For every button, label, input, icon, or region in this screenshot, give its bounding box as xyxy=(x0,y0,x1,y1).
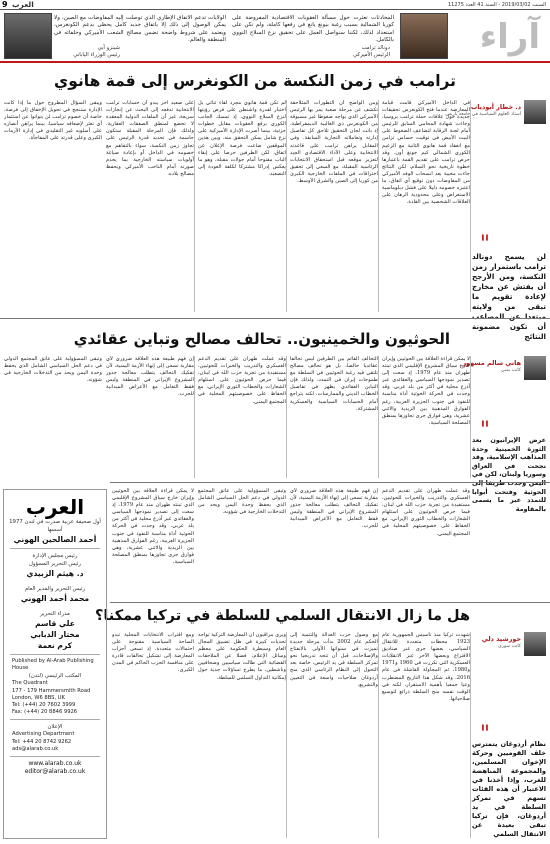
column-divider xyxy=(378,100,379,312)
article-2-column-1: لا يمكن قراءة العلاقة بين الحوثيين وإيران خارج سياق المشروع الإقليمي الذي تبنته طهران منذ عام 1979، إذ سعت إلى تصدير نموذجها السياسي والعقائدي عبر أذرع محلية في أكثر من بلد عربي. وقد وجدت في الحركة الحوثية أداة مناسبة للنفوذ في جنوب الجزيرة العربية، رغم الفوارق المذهبية بين الزيدية والاثني عشرية، وهي فوارق جرى تجاوزها بمنطق المصلحة السياسية. xyxy=(382,356,470,426)
quote-photo-abe xyxy=(4,13,52,59)
imprint-ads-label: الإعلان xyxy=(47,724,63,731)
article-2-headline: الحوثيون والخمينيون.. تحالف مصالح وتباين عقائدي xyxy=(73,330,450,348)
article-3-column-3: ويرى مراقبون أن المعارضة التركية تواجه تحديات كبيرة في ظل تضييق المجال العام وسيطرة الحكومة على معظم وسائل الإعلام، فضلا عن الملاحقات القضائية التي طالت سياسيين وصحافيين وناشطين، ما يطرح تساؤلات جدية حول إمكانية التداول السلمي للسلطة. xyxy=(198,632,286,681)
quote-name-1: شينزو آبي xyxy=(97,45,120,51)
article-2-continued-4: لا يمكن قراءة العلاقة بين الحوثيين وإيران خارج سياق المشروع الإقليمي الذي تبنته طهران منذ عام 1979، إذ سعت إلى تصدير نموذجها السياسي والعقائدي عبر أذرع محلية في أكثر من بلد عربي. وقد وجدت في الحركة الحوثية أداة مناسبة للنفوذ في جنوب الجزيرة العربية، رغم الفوارق المذهبية بين الزيدية والاثني عشرية، وهي فوارق جرى تجاوزها بمنطق المصلحة السياسية. xyxy=(112,488,194,565)
article-2-column-2: التحالف القائم بين الطرفين ليس تحالفا عقائديا خالصا، بل هو تحالف مصالح تلتقي فيه رغبة الحوثيين في السلطة مع طموحات إيران في التمدد، ولذلك فإن التباين العقائدي يظهر في تفاصيل الخطاب الديني والممارسات، لكنه يتراجع أمام الحسابات السياسية والعسكرية المشتركة. xyxy=(290,356,378,412)
imprint-publisher-ar: المكتب الرئيسي (لندن) xyxy=(28,673,82,680)
column-divider xyxy=(470,632,471,838)
article-3-headline: هل ما زال الانتقال السلمي للسلطة في تركيا ممكنا؟ xyxy=(94,608,470,624)
article-separator xyxy=(110,602,550,603)
imprint-editor-label: رئيس التحرير والمدير العام xyxy=(24,586,86,592)
article-2-column-3: وقد عملت طهران على تقديم الدعم العسكري والتدريب والخبرات للحوثيين، مستفيدة من تجربة حزب الله في لبنان، فيما حرص الحوثيون على استلهام الشعارات والخطاب الثوري الإيراني، مع الحفاظ على خصوصيتهم المحلية في المجتمع اليمني. xyxy=(198,356,286,405)
article-1-byline xyxy=(445,100,546,126)
quote-text-1: الولايات تدعم الاتفاق الإطاري الذي توصلت إليه المفاوضات مع الصين، ولا يمكن الوصول إلى ذلك إلا باتفاق جديد كامل يحظى بدعم الكونغرس، ويعتمد على شروط واضحة تضمن مصالح الشعب الأميركي وحلفائه في المنطقة والعالم. xyxy=(54,15,226,44)
column-divider xyxy=(286,632,287,838)
article-1-author-role: أستاذ العلوم السياسية في جامعة باريس xyxy=(445,112,521,117)
page-number: 9 xyxy=(2,0,8,9)
column-divider xyxy=(470,100,471,312)
brand-logo: العرب xyxy=(12,0,34,9)
article-2-quote-mark: " xyxy=(479,418,490,443)
article-3-author-role: كاتب سوري xyxy=(498,644,521,649)
column-divider xyxy=(470,356,471,478)
imprint-divider xyxy=(10,654,100,655)
imprint-manager: علي قاسم xyxy=(35,619,75,628)
quote-role-2: الرئيس الأميركي xyxy=(353,52,390,58)
quote-text-2: المحادثات تعثرت حول مسألة العقوبات الاقتصادية المفروضة على كوريا الشمالية بسبب رغبة بيونغ يانغ في رفعها كاملة، ولم نكن على استعداد لذلك، لكننا سنواصل العمل على تحقيق نزع السلاح النووي بالكامل. xyxy=(232,15,394,44)
article-houthis xyxy=(0,320,550,513)
article-1-pullquote: لن يسمح دونالد ترامب باستمرار زمن النكسة، ومن الأرجح أن يفتش عن مخارج لإعادة تقويم ما تبقى من ولايته مبتعدا عن المصاعب أن تكون مضمونة النتائج xyxy=(472,252,546,341)
imprint-divider xyxy=(10,548,100,549)
article-2-author-role: كاتب يمني xyxy=(501,368,521,373)
article-1-quote-mark: " xyxy=(479,232,490,257)
column-divider xyxy=(286,356,287,478)
article-2-author-name: هاني سالم مسهور xyxy=(462,359,521,367)
article-turkey xyxy=(94,484,550,842)
imprint-box xyxy=(3,489,107,839)
imprint-email-link[interactable]: editor@alarab.co.uk xyxy=(24,768,86,776)
article-1-column-2: ومن الواضح أن التطورات المتلاحقة تكشف عن مرحلة صعبة يمر بها الرئيس الأميركي الذي يواجه ضغوطا غير مسبوقة من الكونغرس ذي الغالبية الديمقراطية، إذ باتت لجان التحقيق تلاحق كل تفاصيل إدارته وتعاملاته التجارية السابقة. وفي المقابل يراهن ترامب على قاعدته الانتخابية وعلى الأداء الاقتصادي الجيد لتعزيز موقعه قبل استحقاق الانتخابات الرئاسية المقبلة، مع السعي إلى تحقيق اختراقات في الملفات الخارجية الكبرى من كوريا إلى الصين والشرق الأوسط. xyxy=(290,100,378,185)
article-3-byline xyxy=(474,632,546,658)
imprint-manager: كرم نعمة xyxy=(37,641,73,650)
imprint-divider xyxy=(10,719,100,720)
article-1-headline: ترامب في زمن النكسة من الكونغرس إلى قمة هانوي xyxy=(54,72,456,90)
article-2-byline xyxy=(462,356,546,382)
article-3-pullquote: نظام أردوغان يتمترس خلف القوميين وحركة الإخوان المسلمين، والمجموعة المناهضة للغرب، وإذا أخذنا في الاعتبار أن هذه الفئات تسهم في تمركز السلطة في يد أردوغان، فإن تركيا تبقى بعيدة عن الانتقال السلمي xyxy=(472,740,546,838)
imprint-ads-mail[interactable]: ads@alarab.co.uk xyxy=(12,745,59,752)
article-3-author-photo xyxy=(524,632,546,656)
quote-photo-trump xyxy=(400,13,448,59)
imprint-chairman-label: رئيس مجلس الإدارة xyxy=(32,553,78,559)
imprint-chairman-sub: رئيس التحرير المسؤول xyxy=(28,561,82,567)
imprint-address-line: 177 - 179 Hammersmith Road xyxy=(12,687,91,694)
imprint-founder: أحمد الصالحين الهوني xyxy=(13,535,97,544)
article-1-column-1: في الداخل الأميركي قامت قيامة المعارضة عندما فتح الكونغرس تحقيقات جديدة حول علاقات حملة ترامب بروسيا، وجاءت شهادة المحامي السابق للرئيس أمام لجنة الرقابة لتضاعف الضغوط على البيت الأبيض في توقيت حساس تزامن مع انعقاد قمة هانوي الثانية مع الزعيم الكوري الشمالي كيم جونغ أون. وقد حرص ترامب على تقديم القمة باعتبارها خطوة تاريخية نحو السلام، لكن النتائج جاءت مخيبة بعد انسحاب الوفد الأميركي من المفاوضات دون توقيع أي اتفاق، ما اعتبره خصومه دليلا على فشل دبلوماسية الاستعراض وعلى محدودية الرهان على العلاقات الشخصية بين القادة. xyxy=(382,100,470,206)
imprint-chairman: د. هيثم الزبيدي xyxy=(26,569,84,578)
article-2-continued-3: وتبقى المسؤولية على عاتق المجتمع الدولي في دعم الحل السياسي الشامل الذي يحفظ وحدة اليمن ويحد من التدخلات الخارجية في شؤونه. xyxy=(198,488,286,516)
imprint-ads-en: Advertising Department xyxy=(12,731,75,738)
top-quotes-band xyxy=(0,11,550,63)
article-2-column-4: إن فهم طبيعة هذه العلاقة ضروري لأي مقاربة تسعى إلى إنهاء الأزمة اليمنية، لأن تفكيك التحالف يتطلب معالجة جذور المشروع الإيراني في المنطقة وليس فقط التعامل مع الأعراض الميدانية للحرب. xyxy=(106,356,194,398)
imprint-managers-label: مدراء التحرير xyxy=(40,611,70,617)
imprint-editor: محمد أحمد الهوني xyxy=(20,594,90,603)
imprint-website-link[interactable]: www.alarab.co.uk xyxy=(28,760,82,768)
masthead xyxy=(0,0,550,10)
column-divider xyxy=(378,356,379,478)
section-title: آراء xyxy=(479,17,540,57)
article-2-author-photo xyxy=(524,356,546,380)
column-divider xyxy=(286,100,287,312)
article-1-column-3: لم تكن قمة هانوي مجرد لقاء ثنائي بل اختبار لقدرة واشنطن على فرض رؤيتها لنزع السلاح النووي، إذ تمسك الجانب الكوري برفع العقوبات مقابل خطوات جزئية، بينما أصرت الإدارة الأميركية على نزع شامل يمكن التحقق منه. وبين هذين الموقفين ضاعت فرصة الإعلان عن اتفاق، لكن الطرفين حرصا على إبقاء الباب مفتوحا أمام جولات مقبلة، وهو ما يعكس إدراكا مشتركا لكلفة العودة إلى التصعيد. xyxy=(198,100,286,177)
imprint-publisher-en: Published by Al-Arab Publishing House xyxy=(12,658,94,672)
article-2-continued-2: إن فهم طبيعة هذه العلاقة ضروري لأي مقاربة تسعى إلى إنهاء الأزمة اليمنية، لأن تفكيك التحالف يتطلب معالجة جذور المشروع الإيراني في المنطقة وليس فقط التعامل مع الأعراض الميدانية للحرب. xyxy=(290,488,378,530)
article-1-column-4: على صعيد آخر يبدو أن حسابات ترامب الانتخابية تدفعه إلى البحث عن إنجازات سريعة، غير أن الملفات الدولية المعقدة لا تخضع لمنطق الصفقات العقارية. ولذلك فإن المرحلة المقبلة ستكون حاسمة في تحديد قدرة الرئيس على تجاوز زمن النكسة، سواء بالتفاهم مع خصومه في الداخل أو بإعادة صياغة أولويات سياسته الخارجية بما يخدم صورته أمام الناخب الأميركي ويحفظ مصالح بلاده. xyxy=(106,100,194,177)
article-3-column-2: مع وصول حزب العدالة والتنمية إلى الحكم عام 2002 بدأت مرحلة جديدة تميزت في سنواتها الأولى بالانفتاح والإصلاحات، قبل أن تتجه تدريجيا نحو تمركز السلطة في يد الرئيس، خاصة بعد التحول إلى النظام الرئاسي الذي منح أردوغان صلاحيات واسعة في التعيين والتشريع. xyxy=(290,632,378,688)
article-3-quote-mark: " xyxy=(479,722,490,747)
imprint-logo: العرب xyxy=(25,495,85,519)
imprint-address-line: London, W6 8BS, UK xyxy=(12,694,65,701)
quote-name-2: دونالد ترامب xyxy=(361,45,390,51)
article-3-column-1: شهدت تركيا منذ تأسيس الجمهورية عام 1923 محطات متعددة للانتقال السياسي، بعضها جرى عبر صناديق الاقتراع وبعضها الآخر عبر الانقلابات العسكرية التي تكررت في 1960 و1971 و1980، ثم المحاولة الفاشلة في عام 2016. وقد شكل هذا التاريخ المضطرب وعيا جمعيا بأهمية الاستقرار، لكنه في الوقت نفسه منح السلطة ذرائع لتوسيع صلاحياتها. xyxy=(382,632,470,702)
column-divider xyxy=(378,632,379,838)
quote-role-1: رئيس الوزراء الياباني xyxy=(73,52,120,58)
article-separator xyxy=(110,482,550,483)
article-2-pullquote: عرض الإيرانيون بعد الثورة الخمينية وحدة المذاهب الإسلامية، وقد نجحت في العراق وسوريا ولبنان، لكن في اليمن وجدت طريقا إلى الحوثية وفتحت أبوابا للتمدد عبر ما يسمى بالمقاومة xyxy=(472,436,546,513)
quote-attribution-2 xyxy=(320,45,390,59)
column-divider xyxy=(194,356,195,478)
issue-line: السبت 2019/03/02 - السنة 41 العدد 11275 xyxy=(448,2,546,8)
article-1-author-name: د. خطار أبودياب xyxy=(470,103,521,111)
imprint-founded: أول صحيفة عربية صدرت في لندن 1977 xyxy=(9,519,101,525)
article-1-author-photo xyxy=(524,100,546,124)
column-divider xyxy=(194,100,195,312)
article-2-column-5: وتبقى المسؤولية على عاتق المجتمع الدولي في دعم الحل السياسي الشامل الذي يحفظ وحدة اليمن ويحد من التدخلات الخارجية في شؤونه. xyxy=(4,356,102,384)
article-1-column-5: ويبقى السؤال المطروح حول ما إذا كانت الإدارة ستنجح في تحويل الإخفاق إلى فرصة، خاصة أن خصوم ترامب لن يتوانوا عن استثمار أي تعثر لإضعافه سياسيا، بينما يراهن أنصاره على أسلوبه غير التقليدي في إدارة الأزمات الكبرى وعلى قدرته على المفاجأة. xyxy=(4,100,102,142)
imprint-manager: مختار الدبابي xyxy=(30,630,80,639)
article-separator xyxy=(0,318,550,319)
imprint-ads-tel: Tel: +44 20 8742 9262 xyxy=(12,738,72,745)
imprint-office: The Quadrant xyxy=(12,680,48,687)
imprint-address-line: Tel: (+44) 20 7602 3999 xyxy=(12,702,76,709)
imprint-divider xyxy=(10,756,100,757)
quote-attribution-1 xyxy=(60,45,120,59)
article-2-continued-1: وقد عملت طهران على تقديم الدعم العسكري والتدريب والخبرات للحوثيين، مستفيدة من تجربة حزب الله في لبنان، فيما حرص الحوثيون على استلهام الشعارات والخطاب الثوري الإيراني، مع الحفاظ على خصوصيتهم المحلية في المجتمع اليمني. xyxy=(382,488,470,537)
article-3-column-4: ومع اقتراب الانتخابات المحلية تبدو الساحة السياسية مفتوحة على احتمالات متعددة، إذ تسعى أحزاب المعارضة إلى تشكيل تحالفات قادرة على منافسة الحزب الحاكم في المدن الكبرى. xyxy=(112,632,194,674)
imprint-founder-label: أسسها xyxy=(47,527,63,533)
article-3-author-name: خورشيد دلي xyxy=(481,635,521,643)
imprint-address-line: Fax: (+44) 20 8846 9926 xyxy=(12,709,78,716)
